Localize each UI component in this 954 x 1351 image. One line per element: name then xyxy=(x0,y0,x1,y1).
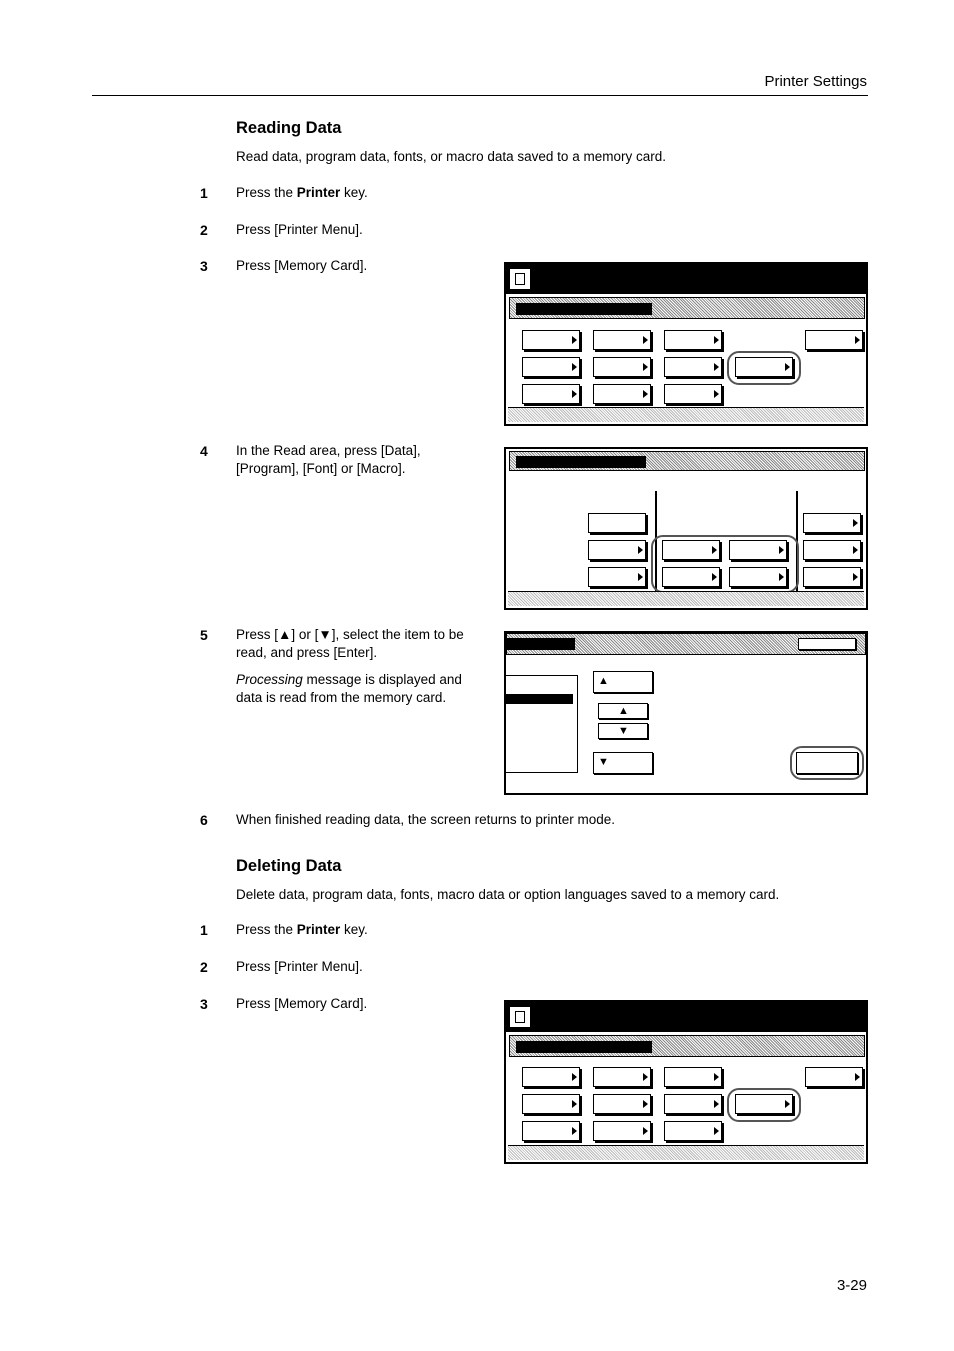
menu-button[interactable] xyxy=(593,384,651,404)
reading-title: Reading Data xyxy=(236,119,342,137)
step-text: Press [Memory Card]. xyxy=(236,258,368,273)
menu-button[interactable] xyxy=(664,1094,722,1114)
step-number: 5 xyxy=(200,627,208,643)
deleting-title: Deleting Data xyxy=(236,857,342,875)
menu-header-bar xyxy=(509,1035,865,1057)
step-number: 2 xyxy=(200,222,208,238)
triangle-down-icon: ▼ xyxy=(618,725,629,737)
menu-header-bar xyxy=(509,297,865,319)
menu-header-bar xyxy=(509,451,865,471)
menu-button[interactable] xyxy=(803,513,861,533)
menu-button[interactable] xyxy=(805,1067,863,1087)
printer-menu-screen xyxy=(504,1000,868,1164)
step-number: 4 xyxy=(200,443,208,459)
menu-button[interactable] xyxy=(803,567,861,587)
menu-button[interactable] xyxy=(593,1094,651,1114)
menu-button[interactable] xyxy=(664,357,722,377)
menu-button[interactable] xyxy=(522,1121,580,1141)
screen-title-bar xyxy=(506,264,866,294)
step-number: 3 xyxy=(200,996,208,1012)
highlight-oval xyxy=(790,746,864,780)
reading-intro: Read data, program data, fonts, or macro data saved to a memory card. xyxy=(236,149,666,164)
highlight-oval xyxy=(727,351,801,385)
selected-list-item[interactable] xyxy=(505,694,573,704)
menu-button[interactable] xyxy=(664,1121,722,1141)
step-number: 1 xyxy=(200,922,208,938)
menu-button[interactable] xyxy=(522,330,580,350)
step-number: 2 xyxy=(200,959,208,975)
item-list[interactable] xyxy=(504,675,578,773)
step-text: Press [Memory Card]. xyxy=(236,996,368,1011)
step-text: Press the Printer key. xyxy=(236,185,368,200)
step-note: Processing message is displayed and data is read from the memory card. xyxy=(236,672,462,705)
printer-mode-icon xyxy=(510,1007,530,1027)
scroll-up-button[interactable] xyxy=(598,703,648,719)
menu-button[interactable] xyxy=(522,384,580,404)
select-item-screen xyxy=(504,631,868,795)
menu-button[interactable] xyxy=(664,384,722,404)
menu-button[interactable] xyxy=(588,567,646,587)
status-bar xyxy=(508,1145,864,1160)
memory-card-screen xyxy=(504,447,868,610)
menu-button[interactable] xyxy=(522,1067,580,1087)
menu-button[interactable] xyxy=(588,540,646,560)
printer-menu-screen xyxy=(504,262,868,426)
header-rule xyxy=(92,95,868,96)
triangle-up-icon: ▲ xyxy=(618,705,629,717)
menu-button[interactable] xyxy=(803,540,861,560)
step-number: 6 xyxy=(200,812,208,828)
menu-button[interactable] xyxy=(522,1094,580,1114)
menu-button[interactable] xyxy=(664,330,722,350)
step-text: Press the Printer key. xyxy=(236,922,368,937)
menu-button[interactable] xyxy=(805,330,863,350)
deleting-intro: Delete data, program data, fonts, macro data or option languages saved to a memory card. xyxy=(236,887,780,902)
menu-button[interactable] xyxy=(522,357,580,377)
step-text: When finished reading data, the screen returns to printer mode. xyxy=(236,812,615,827)
page-number: 3-29 xyxy=(836,1277,867,1294)
menu-button[interactable] xyxy=(593,1121,651,1141)
step-number: 3 xyxy=(200,258,208,274)
menu-button[interactable] xyxy=(593,357,651,377)
page-down-button[interactable] xyxy=(593,752,653,774)
menu-button[interactable] xyxy=(664,1067,722,1087)
menu-button[interactable] xyxy=(593,330,651,350)
page-up-button[interactable] xyxy=(593,671,653,693)
status-bar xyxy=(508,591,864,606)
printer-mode-icon xyxy=(510,269,530,289)
scroll-down-button[interactable] xyxy=(598,723,648,739)
menu-button[interactable] xyxy=(588,513,646,533)
screen-title-bar xyxy=(506,1002,866,1032)
step-text: Press [▲] or [▼], select the item to be read, and press [Enter]. xyxy=(236,627,464,660)
step-text: Press [Printer Menu]. xyxy=(236,959,363,974)
highlight-oval xyxy=(651,535,799,593)
status-bar xyxy=(508,407,864,422)
step-text: In the Read area, press [Data], [Program], [Font] or [Macro]. xyxy=(236,443,421,476)
triangle-up-icon: ▲ xyxy=(598,675,609,687)
step-text: Press [Printer Menu]. xyxy=(236,222,363,237)
step-number: 1 xyxy=(200,185,208,201)
menu-button[interactable] xyxy=(593,1067,651,1087)
highlight-oval xyxy=(727,1088,801,1122)
triangle-down-icon: ▼ xyxy=(598,756,609,768)
back-button[interactable] xyxy=(798,638,856,650)
running-header: Printer Settings xyxy=(764,73,867,90)
